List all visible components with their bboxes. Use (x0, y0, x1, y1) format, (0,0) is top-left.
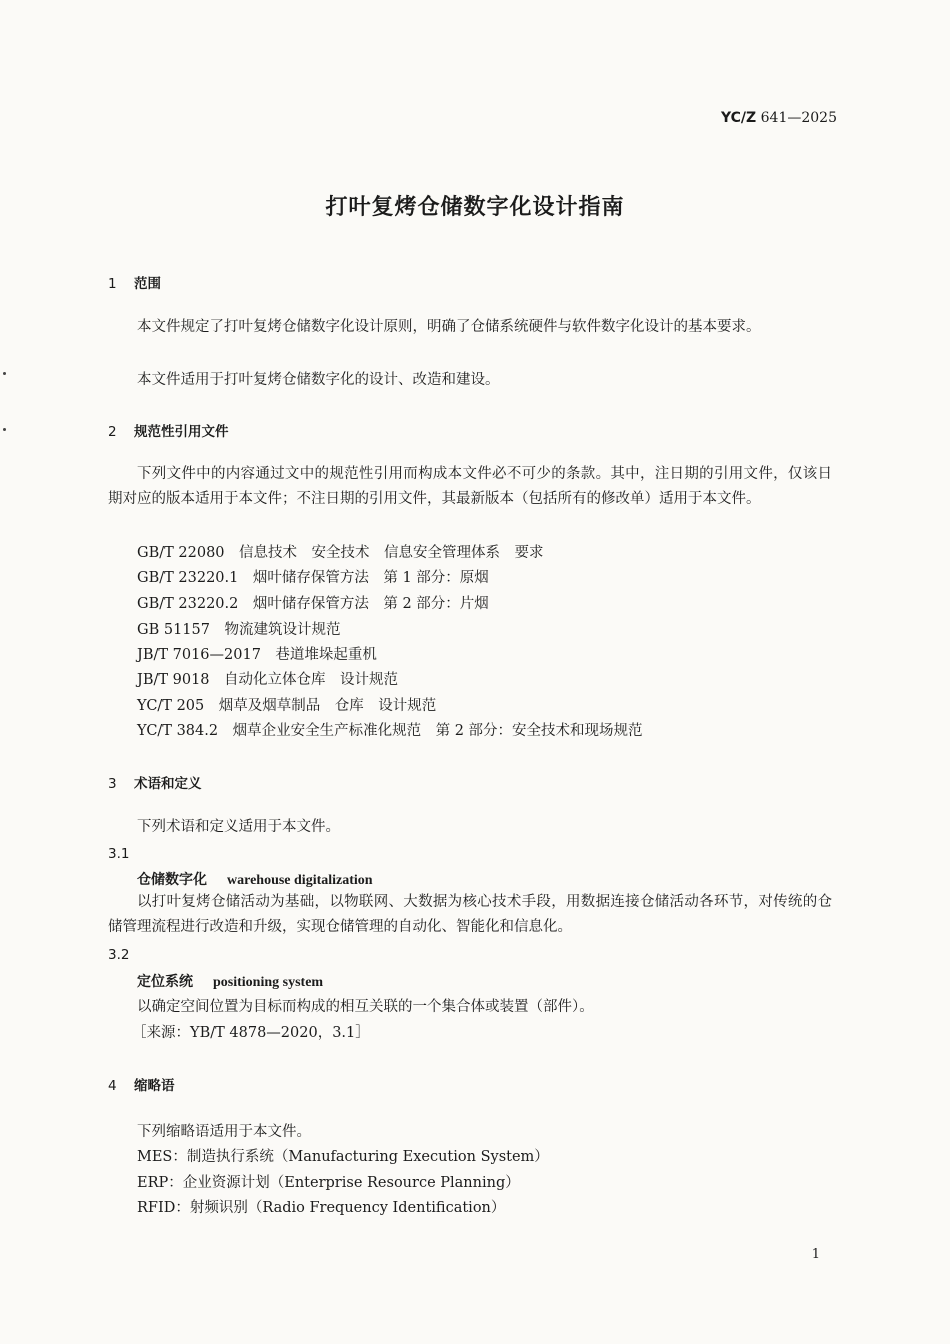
abbreviation-item: RFID：射频识别（Radio Frequency Identification） (137, 1200, 506, 1216)
term-source: ［来源：YB/T 4878—2020，3.1］ (132, 1025, 370, 1041)
paragraph: 本文件适用于打叶复烤仓储数字化的设计、改造和建设。 (137, 372, 500, 388)
reference-item: YC/T 205 烟草及烟草制品 仓库 设计规范 (137, 698, 437, 714)
paragraph: 下列文件中的内容通过文中的规范性引用而构成本文件必不可少的条款。其中，注日期的引用文件，仅该日期对应的版本适用于本文件；不注日期的引用文件，其最新版本（包括所有的修改单）适用于本文件。 (108, 466, 832, 507)
reference-item: YC/T 384.2 烟草企业安全生产标准化规范 第 2 部分：安全技术和现场规范 (137, 723, 643, 739)
page-number: 1 (811, 1247, 820, 1262)
paragraph: 本文件规定了打叶复烤仓储数字化设计原则，明确了仓储系统硬件与软件数字化设计的基本要求。 (137, 319, 761, 335)
term-en: warehouse digitalization (227, 873, 373, 888)
term-zh: 仓储数字化 (137, 872, 207, 888)
section-title: 范围 (134, 276, 161, 292)
section-title: 术语和定义 (134, 776, 202, 792)
section-number: 2 (108, 424, 117, 440)
reference-item: GB/T 22080 信息技术 安全技术 信息安全管理体系 要求 (137, 545, 544, 561)
section-1-heading (108, 272, 161, 292)
term-en: positioning system (213, 975, 324, 990)
section-title: 规范性引用文件 (134, 424, 229, 440)
term-heading (137, 971, 323, 991)
standard-number: 641—2025 (760, 110, 837, 126)
standard-prefix: YC/Z (721, 110, 757, 126)
term-zh: 定位系统 (137, 974, 193, 990)
reference-item: GB 51157 物流建筑设计规范 (137, 622, 341, 638)
section-2-heading (108, 420, 229, 440)
paragraph: 下列缩略语适用于本文件。 (137, 1124, 311, 1140)
paragraph: 下列术语和定义适用于本文件。 (137, 819, 340, 835)
reference-item: GB/T 23220.2 烟叶储存保管方法 第 2 部分：片烟 (137, 596, 489, 612)
section-3-heading (108, 772, 202, 792)
reference-item: GB/T 23220.1 烟叶储存保管方法 第 1 部分：原烟 (137, 570, 489, 586)
term-heading (137, 869, 373, 889)
section-number: 1 (108, 276, 117, 292)
section-title: 缩略语 (134, 1078, 175, 1094)
section-number: 4 (108, 1078, 117, 1094)
term-definition: 以打叶复烤仓储活动为基础，以物联网、大数据为核心技术手段，用数据连接仓储活动各环节，对传统的仓储管理流程进行改造和升级，实现仓储管理的自动化、智能化和信息化。 (108, 894, 832, 935)
scan-mark (3, 428, 6, 431)
reference-item: JB/T 9018 自动化立体仓库 设计规范 (137, 672, 399, 688)
abbreviation-item: ERP：企业资源计划（Enterprise Resource Planning） (137, 1175, 520, 1191)
section-number: 3 (108, 776, 117, 792)
scan-mark (3, 372, 6, 375)
term-number: 3.1 (108, 846, 130, 862)
reference-item: JB/T 7016—2017 巷道堆垛起重机 (137, 647, 377, 663)
term-definition: 以确定空间位置为目标而构成的相互关联的一个集合体或装置（部件）。 (137, 999, 594, 1015)
term-number: 3.2 (108, 947, 130, 963)
section-4-heading (108, 1074, 175, 1094)
abbreviation-item: MES：制造执行系统（Manufacturing Execution System） (137, 1149, 549, 1165)
document-title: 打叶复烤仓储数字化设计指南 (325, 195, 625, 220)
standard-code (721, 110, 837, 126)
